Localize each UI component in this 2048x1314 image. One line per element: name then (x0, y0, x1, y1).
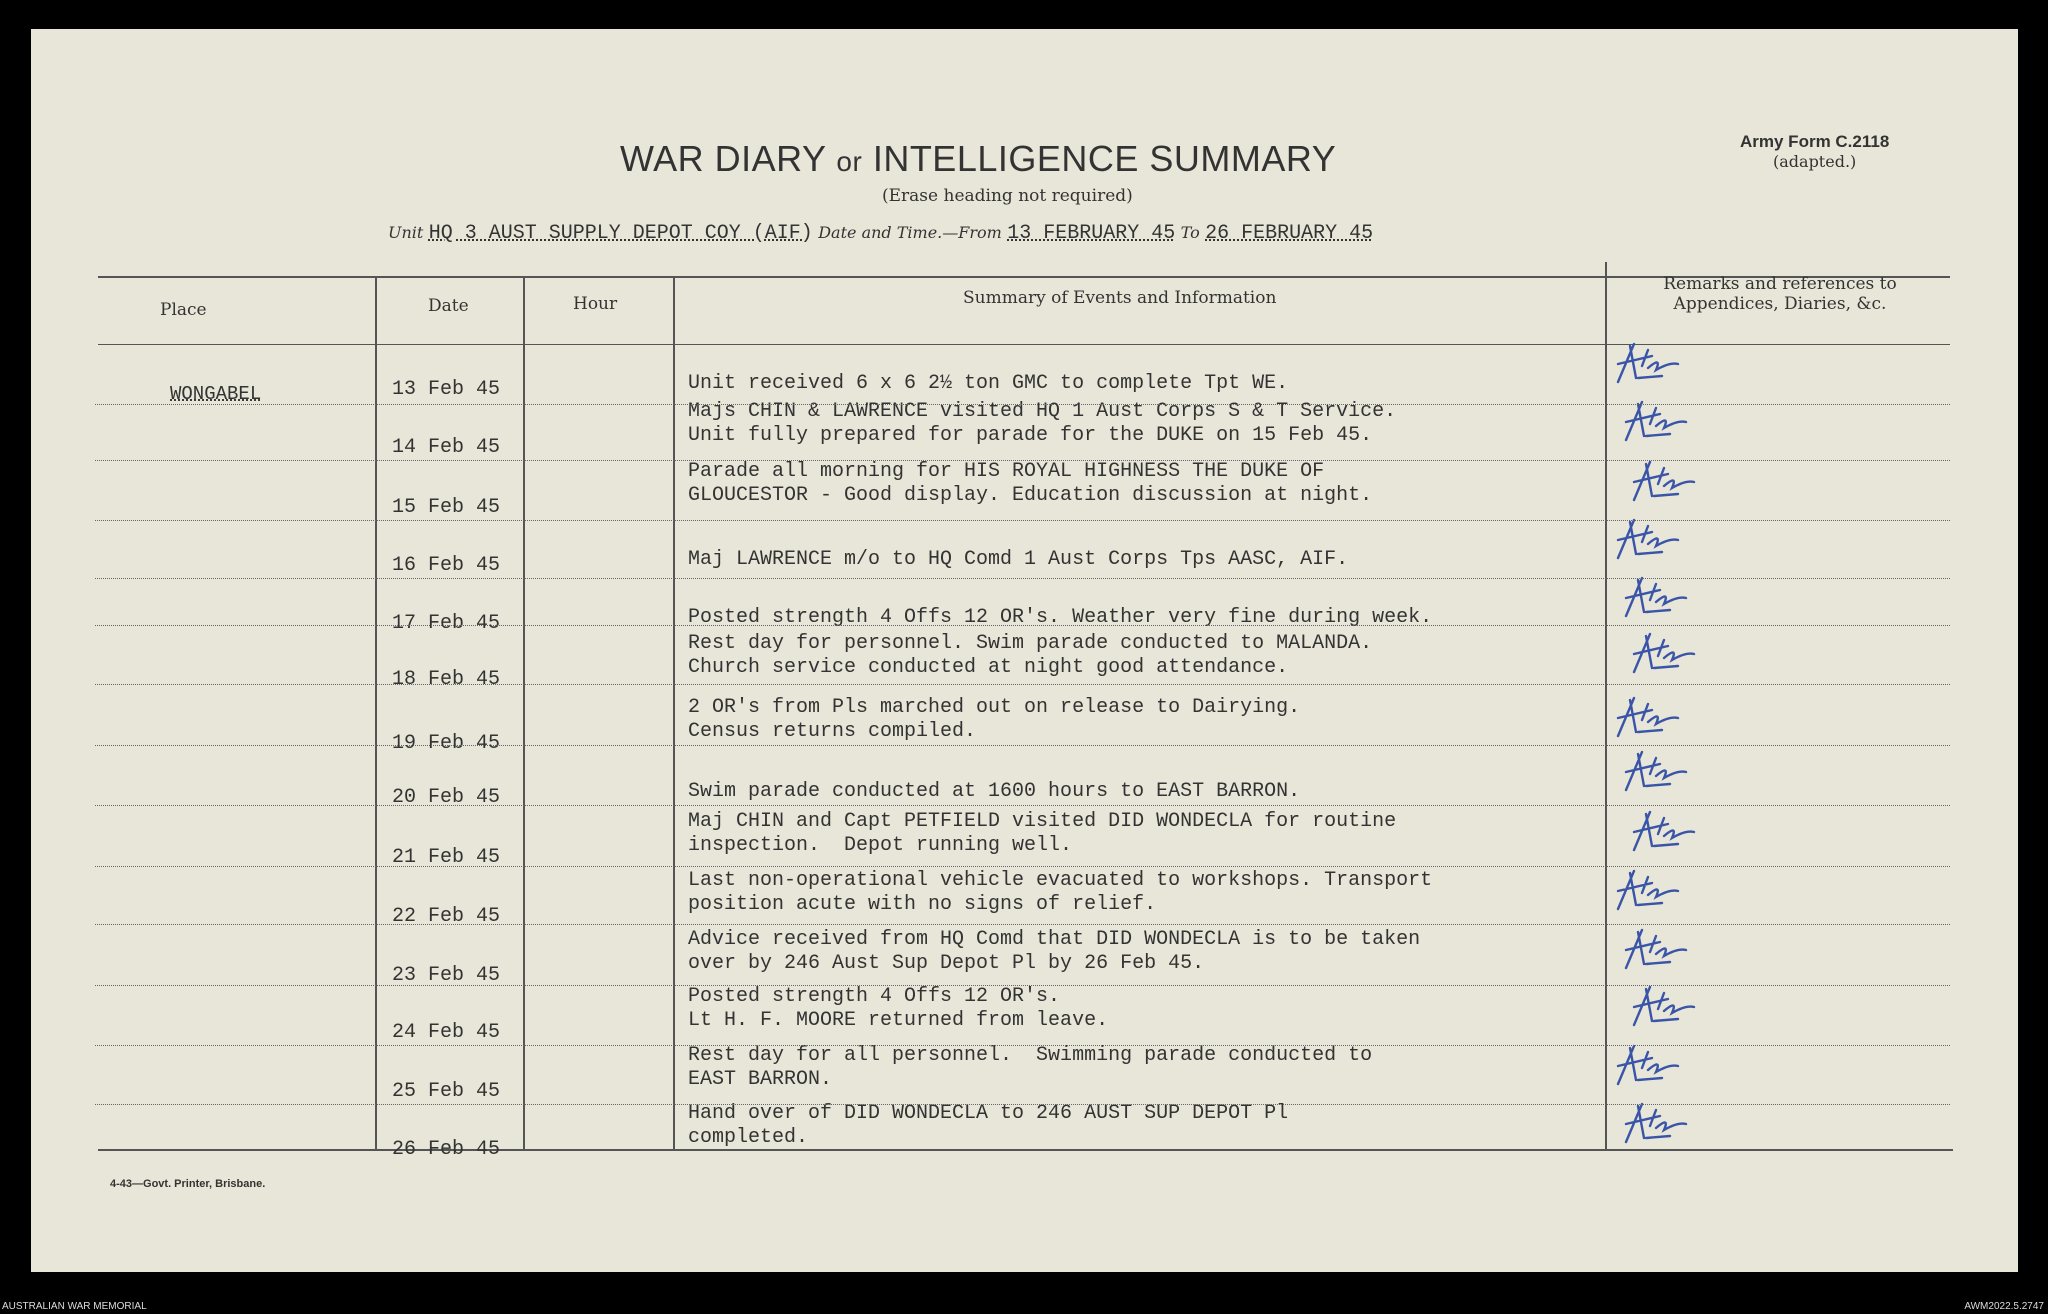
date-label: Date and Time.—From (818, 223, 1002, 242)
entry-summary: 2 OR's from Pls marched out on release to Dairying. Census returns compiled. (688, 696, 1301, 743)
initials-signature (1612, 692, 1692, 742)
title-or: or (836, 146, 863, 177)
initials-signature (1628, 981, 1708, 1031)
entry-date: 26 Feb 45 (392, 1138, 501, 1161)
title-part1: WAR DIARY (620, 138, 826, 179)
row-divider (95, 684, 1950, 686)
row-divider (95, 924, 1950, 926)
entry-summary: Advice received from HQ Comd that DID WONDECLA is to be taken over by 246 Aust Sup Depot Pl by 26 Feb 45. (688, 928, 1421, 975)
col-divider-summary (673, 278, 675, 1150)
entry-date: 24 Feb 45 (392, 1021, 501, 1044)
to-date: 26 FEBRUARY 45 (1205, 222, 1374, 245)
remarks-header-line1: Remarks and references to (1663, 274, 1897, 294)
entry-summary: Hand over of DID WONDECLA to 246 AUST SUP DEPOT Pl completed. (688, 1102, 1289, 1149)
unit-value: HQ 3 AUST SUPPLY DEPOT COY (AIF) (428, 222, 813, 245)
initials-signature (1620, 746, 1700, 796)
entry-date: 21 Feb 45 (392, 846, 501, 869)
entry-date: 16 Feb 45 (392, 554, 501, 577)
initials-signature (1628, 456, 1708, 506)
form-adapted: (adapted.) (1773, 152, 1857, 171)
col-divider-remarks (1605, 262, 1607, 1150)
entry-date: 19 Feb 45 (392, 732, 501, 755)
row-divider (95, 520, 1950, 522)
col-header-hour: Hour (573, 294, 618, 314)
col-header-date: Date (428, 296, 469, 316)
entry-summary: Rest day for all personnel. Swimming parade conducted to EAST BARRON. (688, 1044, 1373, 1091)
col-header-summary: Summary of Events and Information (963, 288, 1277, 308)
remarks-header-line2: Appendices, Diaries, &c. (1673, 294, 1887, 314)
unit-line (388, 222, 1373, 245)
place-value: WONGABEL (170, 383, 262, 405)
entry-summary: Maj LAWRENCE m/o to HQ Comd 1 Aust Corps Tps AASC, AIF. (688, 548, 1349, 571)
entry-date: 15 Feb 45 (392, 496, 501, 519)
col-divider-date (375, 278, 377, 1150)
row-divider (95, 805, 1950, 807)
row-divider (95, 460, 1950, 462)
initials-signature (1628, 806, 1708, 856)
archive-credit: AUSTRALIAN WAR MEMORIAL (2, 1301, 147, 1312)
printer-imprint: 4-43—Govt. Printer, Brisbane. (110, 1178, 266, 1190)
to-label: To (1180, 223, 1200, 242)
entry-summary: Posted strength 4 Offs 12 OR's. Lt H. F. MOORE returned from leave. (688, 985, 1109, 1032)
page-title (620, 138, 1336, 180)
entry-date: 22 Feb 45 (392, 905, 501, 928)
entry-date: 23 Feb 45 (392, 964, 501, 987)
entry-date: 20 Feb 45 (392, 786, 501, 809)
entry-summary: Last non-operational vehicle evacuated to workshops. Transport position acute with no signs of relief. (688, 869, 1433, 916)
entry-summary: Rest day for personnel. Swim parade conducted to MALANDA. Church service conducted at night good attendance. (688, 632, 1373, 679)
initials-signature (1628, 628, 1708, 678)
form-number-text: Army Form C.2118 (1740, 132, 1890, 151)
col-divider-hour (523, 278, 525, 1150)
unit-label: Unit (388, 223, 424, 242)
row-divider (95, 866, 1950, 868)
subtitle: (Erase heading not required) (882, 186, 1133, 206)
entry-date: 17 Feb 45 (392, 612, 501, 635)
row-divider (95, 1104, 1950, 1106)
row-divider (95, 578, 1950, 580)
row-divider (95, 404, 1950, 406)
row-divider (95, 1045, 1950, 1047)
initials-signature (1620, 924, 1700, 974)
entry-date: 13 Feb 45 (392, 378, 501, 401)
initials-signature (1612, 865, 1692, 915)
entry-summary: Parade all morning for HIS ROYAL HIGHNESS THE DUKE OF GLOUCESTOR - Good display. Education discussion at night. (688, 460, 1373, 507)
row-divider (95, 625, 1950, 627)
form-number (1740, 132, 1889, 172)
entry-summary: Swim parade conducted at 1600 hours to EAST BARRON. (688, 780, 1301, 803)
row-divider (95, 985, 1950, 987)
entry-date: 14 Feb 45 (392, 436, 501, 459)
col-header-remarks (1640, 274, 1920, 314)
entry-summary: Majs CHIN & LAWRENCE visited HQ 1 Aust Corps S & T Service. Unit fully prepared for parade for the DUKE on 15 Feb 45. (688, 400, 1397, 447)
entry-summary: Posted strength 4 Offs 12 OR's. Weather very fine during week. (688, 606, 1433, 629)
from-date: 13 FEBRUARY 45 (1007, 222, 1176, 245)
entry-summary: Maj CHIN and Capt PETFIELD visited DID WONDECLA for routine inspection. Depot running well. (688, 810, 1397, 857)
col-header-place: Place (160, 300, 207, 320)
archive-reference: AWM2022.5.2747 (1964, 1301, 2044, 1312)
row-divider (95, 745, 1950, 747)
entry-date: 18 Feb 45 (392, 668, 501, 691)
initials-signature (1612, 338, 1692, 388)
entry-summary: Unit received 6 x 6 2½ ton GMC to complete Tpt WE. (688, 372, 1289, 395)
initials-signature (1612, 1040, 1692, 1090)
entry-date: 25 Feb 45 (392, 1080, 501, 1103)
title-part2: INTELLIGENCE SUMMARY (872, 138, 1337, 179)
